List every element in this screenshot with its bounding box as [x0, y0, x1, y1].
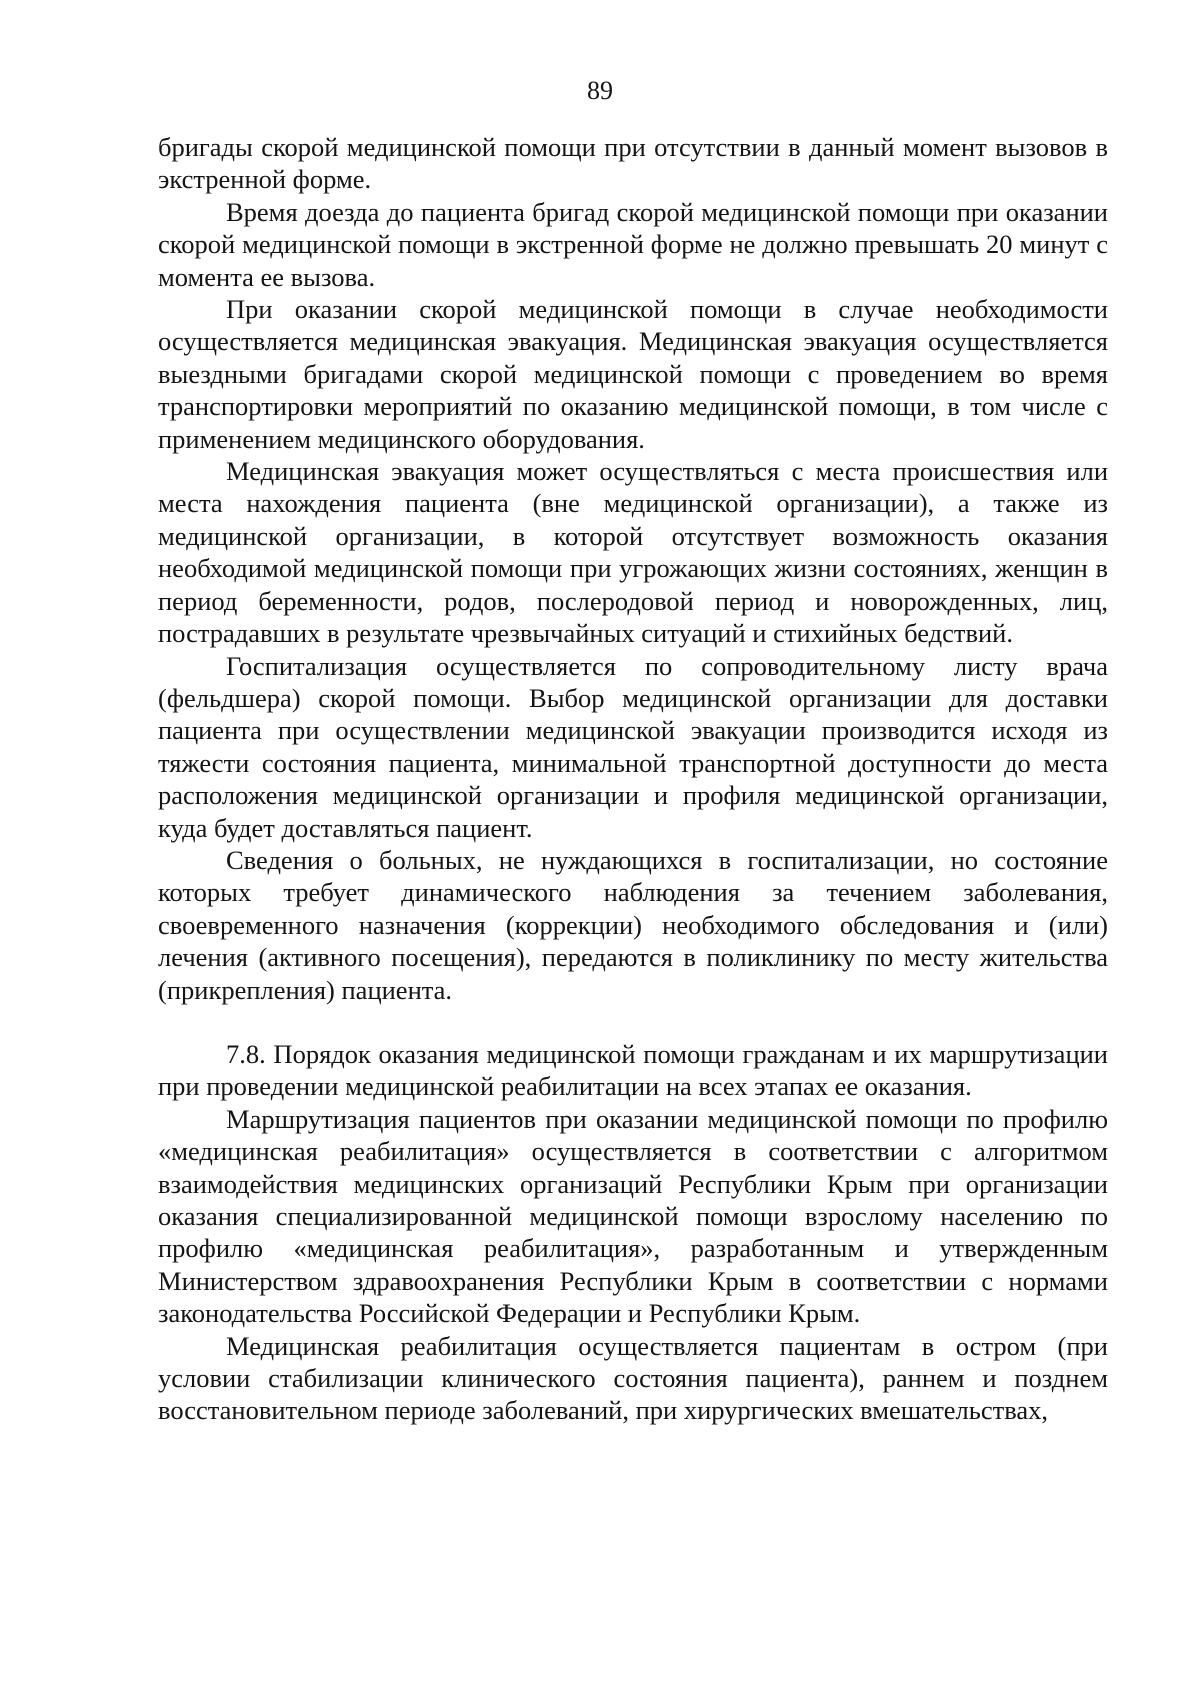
- paragraph-rehab-periods: Медицинская реабилитация осуществляется пациентам в остром (при условии стабилизации клинического состояния пациента), раннем и позднем восстановительном периоде заболеваний, при хирургических вмешательствах,: [158, 1330, 1108, 1426]
- paragraph-arrival-time: Время доезда до пациента бригад скорой медицинской помощи при оказании скорой медицинской помощи в экстренной форме не должно превышать 20 минут с момента ее вызова.: [158, 196, 1108, 292]
- paragraph-evacuation-places: Медицинская эвакуация может осуществляться с места происшествия или места нахождения пациента (вне медицинской организации), а также из медицинской организации, в которой отсутствует возможность оказания необходимой медицинской помощи при угрожающих жизни состояниях, женщин в период беременности, родов, послеродовой период и новорожденных, лиц, пострадавших в результате чрезвычайных ситуаций и стихийных бедствий.: [158, 456, 1108, 649]
- paragraph-continued-brigades: бригады скорой медицинской помощи при отсутствии в данный момент вызовов в экстренной форме.: [158, 132, 1108, 195]
- paragraph-hospitalization: Госпитализация осуществляется по сопроводительному листу врача (фельдшера) скорой помощи. Выбор медицинской организации для доставки пациента при осуществлении медицинской эвакуации производится исходя из тяжести состояния пациента, минимальной транспортной доступности до места расположения медицинской организации и профиля медицинской организации, куда будет доставляться пациент.: [158, 650, 1108, 843]
- paragraph-rehab-routing: Маршрутизация пациентов при оказании медицинской помощи по профилю «медицинская реабилитация» осуществляется в соответствии с алгоритмом взаимодействия медицинских организаций Республики Крым при организации оказания специализированной медицинской помощи взрослому населению по профилю «медицинская реабилитация», разработанным и утвержденным Министерством здравоохранения Республики Крым в соответствии с нормами законодательства Российской Федерации и Республики Крым.: [158, 1103, 1108, 1329]
- page-number: 89: [587, 76, 613, 105]
- section-heading-7-8: 7.8. Порядок оказания медицинской помощи гражданам и их маршрутизации при проведении медицинской реабилитации на всех этапах ее оказания.: [158, 1038, 1108, 1102]
- document-body: [158, 131, 1108, 1427]
- paragraph-outpatient-info: Сведения о больных, не нуждающихся в госпитализации, но состояние которых требует динамического наблюдения за течением заболевания, своевременного назначения (коррекции) необходимого обследования и (или) лечения (активного посещения), передаются в поликлинику по месту жительства (прикрепления) пациента.: [158, 844, 1108, 1005]
- paragraph-medical-evacuation: При оказании скорой медицинской помощи в случае необходимости осуществляется медицинская эвакуация. Медицинская эвакуация осуществляется выездными бригадами скорой медицинской помощи с проведением во время транспортировки мероприятий по оказанию медицинской помощи, в том числе с применением медицинского оборудования.: [158, 294, 1108, 454]
